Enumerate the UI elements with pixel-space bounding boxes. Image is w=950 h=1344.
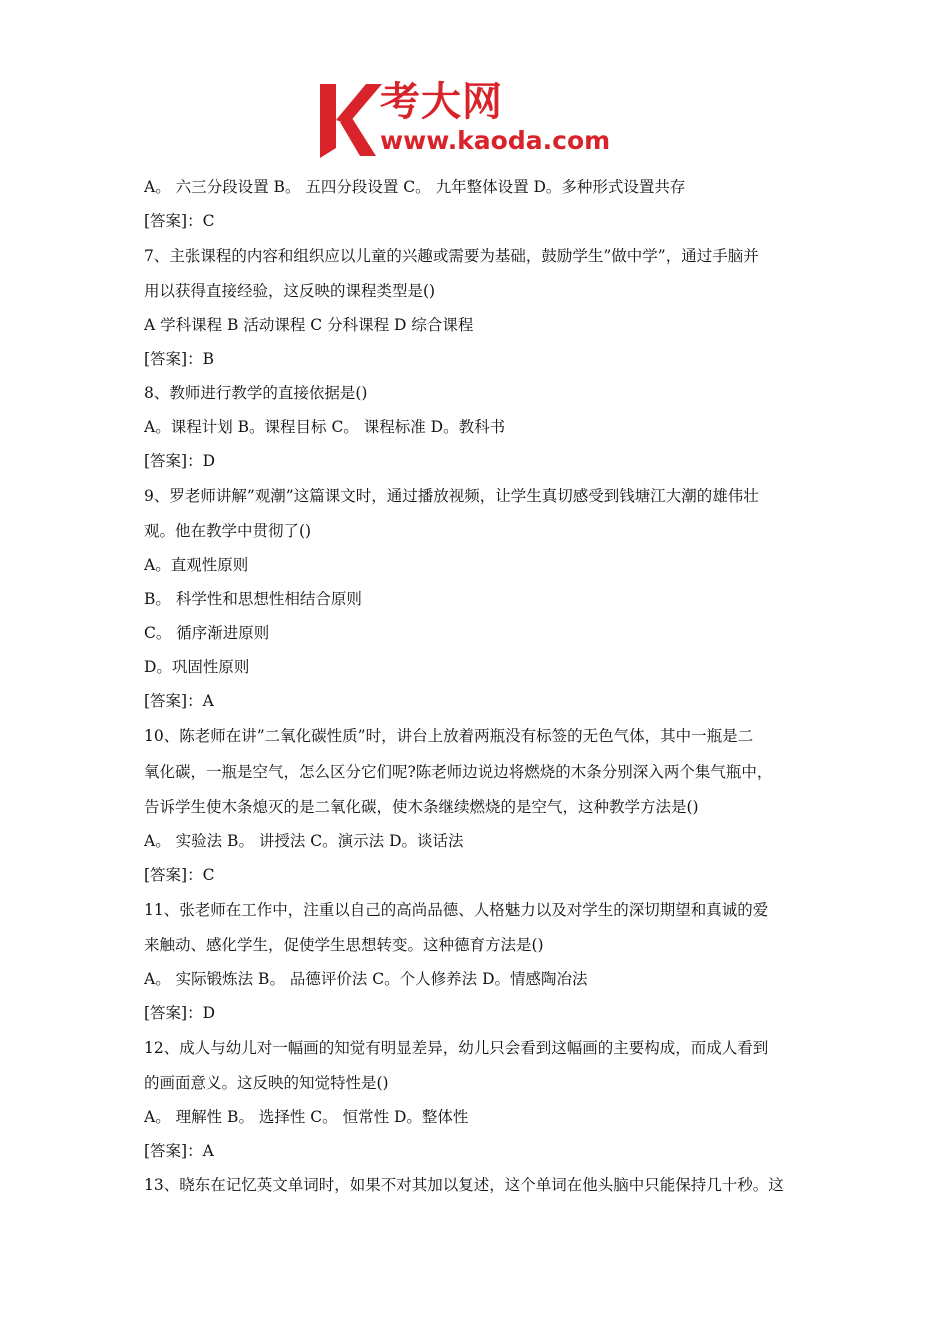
kaoda-logo bbox=[318, 78, 638, 160]
option-line: D。巩固性原则 bbox=[144, 658, 250, 676]
question-line: 12、成人与幼儿对一幅画的知觉有明显差异，幼儿只会看到这幅画的主要构成，而成人看到 bbox=[144, 1039, 769, 1057]
question-line: 11、张老师在工作中，注重以自己的高尚品德、人格魅力以及对学生的深切期望和真诚的爱 bbox=[144, 901, 769, 919]
question-line: 10、陈老师在讲”二氧化碳性质”时，讲台上放着两瓶没有标签的无色气体，其中一瓶是二 bbox=[144, 727, 754, 745]
question-line: 9、罗老师讲解”观潮”这篇课文时，通过播放视频，让学生真切感受到钱塘江大潮的雄伟壮 bbox=[144, 487, 759, 505]
options-line: A 学科课程 B 活动课程 C 分科课程 D 综合课程 bbox=[144, 316, 474, 334]
logo-url: www.kaoda.com bbox=[380, 126, 611, 155]
question-line: 来触动、感化学生，促使学生思想转变。这种德育方法是() bbox=[144, 936, 544, 954]
options-line: A。 理解性 B。 选择性 C。 恒常性 D。整体性 bbox=[144, 1108, 469, 1126]
answer-line: [答案]：B bbox=[144, 350, 214, 368]
answer-line: [答案]：A bbox=[144, 1142, 214, 1160]
question-line: 观。他在教学中贯彻了() bbox=[144, 522, 312, 540]
k-logo-icon bbox=[318, 82, 382, 164]
answer-line: [答案]：C bbox=[144, 866, 215, 884]
option-line: C。 循序渐进原则 bbox=[144, 624, 270, 642]
options-line: A。 实际锻炼法 B。 品德评价法 C。个人修养法 D。情感陶冶法 bbox=[144, 970, 588, 988]
options-line: A。 实验法 B。 讲授法 C。演示法 D。谈话法 bbox=[144, 832, 464, 850]
question-line: 7、主张课程的内容和组织应以儿童的兴趣或需要为基础，鼓励学生”做中学”，通过手脑并 bbox=[144, 247, 759, 265]
question-line: 用以获得直接经验，这反映的课程类型是() bbox=[144, 282, 436, 300]
question-line: 氧化碳，一瓶是空气，怎么区分它们呢?陈老师边说边将燃烧的木条分别深入两个集气瓶中， bbox=[144, 763, 773, 781]
logo-name: 考大网 bbox=[380, 79, 503, 125]
option-line: B。 科学性和思想性相结合原则 bbox=[144, 590, 362, 608]
document-body bbox=[144, 170, 814, 1202]
answer-line: [答案]：D bbox=[144, 1004, 216, 1022]
question-line: 13、晓东在记忆英文单词时，如果不对其加以复述，这个单词在他头脑中只能保持几十秒。这 bbox=[144, 1176, 784, 1194]
option-line: A。直观性原则 bbox=[144, 556, 249, 574]
answer-line: [答案]：C bbox=[144, 212, 215, 230]
question-line: 8、教师进行教学的直接依据是() bbox=[144, 384, 368, 402]
answer-line: [答案]：A bbox=[144, 692, 214, 710]
answer-line: [答案]：D bbox=[144, 452, 216, 470]
question-line: 告诉学生使木条熄灭的是二氧化碳，使木条继续燃烧的是空气，这种教学方法是() bbox=[144, 798, 699, 816]
question-line: 的画面意义。这反映的知觉特性是() bbox=[144, 1074, 389, 1092]
text-line: A。 六三分段设置 B。 五四分段设置 C。 九年整体设置 D。多种形式设置共存 bbox=[144, 178, 686, 196]
options-line: A。课程计划 B。课程目标 C。 课程标准 D。教科书 bbox=[144, 418, 506, 436]
